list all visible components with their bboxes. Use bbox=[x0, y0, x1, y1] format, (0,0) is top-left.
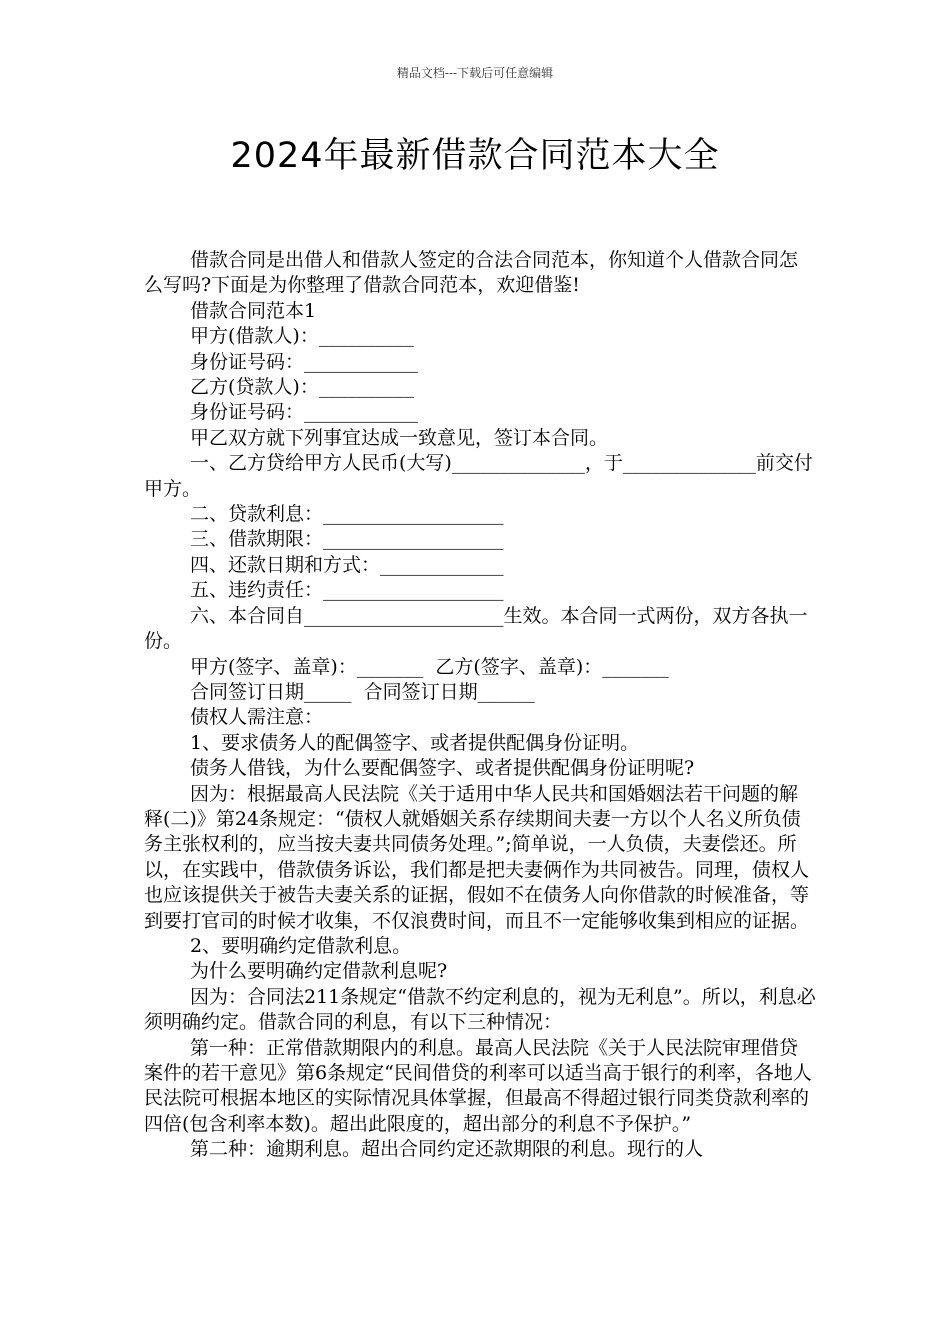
notice-question-1: 债务人借钱，为什么要配偶签字、或者提供配偶身份证明呢? bbox=[190, 757, 695, 780]
date-line: 合同签订日期_____ 合同签订日期______ bbox=[190, 680, 535, 703]
notice-item-2: 2、要明确约定借款利息。 bbox=[190, 934, 412, 957]
party-a-id-line: 身份证号码：____________ bbox=[190, 350, 419, 373]
party-b-line: 乙方(贷款人)：__________ bbox=[190, 376, 414, 399]
clause-6: 六、本合同自_____________________生效。本合同一式两份，双方各执一份。 bbox=[144, 604, 808, 653]
clause-1: 一、乙方贷给甲方人民币(大写)______________，于______________前交付甲方。 bbox=[144, 452, 813, 500]
header-note: 精品文档---下载后可任意编辑 bbox=[396, 66, 554, 80]
document-body bbox=[144, 248, 816, 1163]
notice-question-2: 为什么要明确约定借款利息呢? bbox=[190, 960, 448, 983]
notice-item-1: 1、要求债务人的配偶签字、或者提供配偶身份证明。 bbox=[190, 731, 640, 754]
clause-3: 三、借款期限：___________________ bbox=[190, 528, 504, 551]
notice-answer-1: 因为：根据最高人民法院《关于适用中华人民共和国婚姻法若干问题的解释(二)》第24条规定：“债权人就婚姻关系存续期间夫妻一方以个人名义所负债务主张权利的，应当按夫妻共同债务处理。”;简单说，一人负债，夫妻偿还。所以，在实践中，借款债务诉讼，我们都是把夫妻俩作为共同被告。同理，债权人也应该提供关于被告夫妻关系的证据，假如不在债务人向你借款的时候准备，等到要打官司的时候才收集，不仅浪费时间，而且不一定能够收集到相应的证据。 bbox=[144, 782, 810, 932]
intro-paragraph: 借款合同是出借人和借款人签定的合法合同范本，你知道个人借款合同怎么写吗?下面是为你整理了借款合同范本，欢迎借鉴! bbox=[144, 249, 799, 297]
clause-2: 二、贷款利息：___________________ bbox=[190, 503, 504, 526]
signature-line: 甲方(签字、盖章)：_______ 乙方(签字、盖章)：_______ bbox=[190, 655, 669, 678]
clause-4: 四、还款日期和方式：_____________ bbox=[190, 553, 504, 576]
interest-type-2: 第二种：逾期利息。超出合同约定还款期限的利息。现行的人 bbox=[190, 1138, 704, 1161]
party-a-line: 甲方(借款人)：__________ bbox=[190, 325, 414, 348]
document-title: 2024年最新借款合同范本大全 bbox=[230, 136, 720, 176]
notice-heading: 债权人需注意： bbox=[190, 706, 324, 729]
clause-5: 五、违约责任：___________________ bbox=[190, 579, 504, 602]
notice-answer-2: 因为：合同法211条规定“借款不约定利息的，视为无利息”。所以，利息必须明确约定。借款合同的利息，有以下三种情况： bbox=[144, 985, 816, 1034]
section-title: 借款合同范本1 bbox=[190, 299, 317, 322]
party-b-id-line: 身份证号码：____________ bbox=[190, 401, 419, 424]
interest-type-1: 第一种：正常借款期限内的利息。最高人民法院《关于人民法院审理借贷案件的若干意见》第6条规定“民间借贷的利率可以适当高于银行的利率，各地人民法院可根据本地区的实际情况具体掌握，但最高不得超过银行同类贷款利率的四倍(包含利率本数)。超出此限度的，超出部分的利息不予保护。” bbox=[144, 1036, 812, 1135]
agreement-line: 甲乙双方就下列事宜达成一致意见，签订本合同。 bbox=[190, 426, 609, 449]
